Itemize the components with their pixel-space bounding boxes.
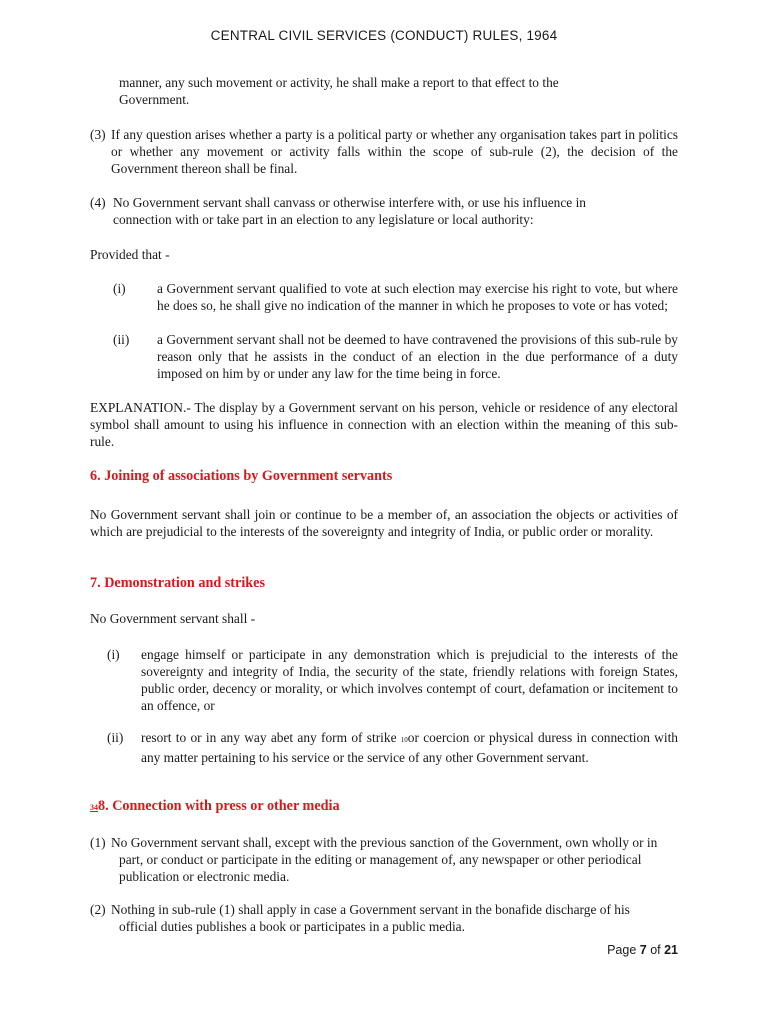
subrule-3-text: If any question arises whether a party is a political party or whether any organisation takes part in politics or whether any movement or activity falls within the scope of sub-rule (2), the decision of the Government thereon shall be final.: [111, 127, 678, 176]
rule-8-subrule-1-body: No Government servant shall, except with the previous sanction of the Government, own wholly or in part, or conduct or participate in the editing or management of, any newspaper or other periodical publication or electronic media.: [111, 835, 658, 884]
footnote-ref-10[interactable]: 10: [400, 736, 408, 744]
footnote-ref-34[interactable]: 34: [90, 803, 98, 812]
of-word: of: [646, 943, 665, 957]
rule-8-subrule-2-text: [111, 901, 663, 935]
rule-7-item-number: (i): [107, 647, 120, 662]
continuation-text: manner, any such movement or activity, he shall make a report to that effect to the Government.: [119, 75, 559, 107]
rule-7-item-2-text: [141, 729, 678, 766]
rule-8-subrule-number: (2): [90, 902, 106, 917]
rule-7-item-2-text-b: or coercion or physical duress in connection with any matter pertaining to his service or the service of any other Government servant.: [141, 730, 678, 765]
rule-7-item-2-text-a: resort to or in any way abet any form of strike: [141, 730, 401, 745]
page-header: CENTRAL CIVIL SERVICES (CONDUCT) RULES, 1964: [210, 28, 558, 43]
proviso-item-number: (i): [113, 281, 126, 296]
rule-8-heading-line: [90, 797, 340, 817]
current-page: 7: [639, 943, 647, 957]
subrule-3-number: (3): [90, 127, 106, 142]
subrule-4-number: (4): [90, 195, 106, 210]
proviso-item-text: a Government servant shall not be deemed to have contravened the provisions of this sub-rule by reason only that he assists in the conduct of an election in the due performance of a duty imposed on him by or under any law for the time being in force.: [157, 332, 678, 381]
rule-7-heading: 7. Demonstration and strikes: [90, 575, 265, 591]
total-pages: 21: [664, 943, 678, 957]
page-number: [607, 943, 678, 957]
proviso-item-number: (ii): [113, 332, 130, 347]
rule-7-intro: No Government servant shall -: [90, 611, 256, 626]
rule-6-text: No Government servant shall join or continue to be a member of, an association the objects or activities of which are prejudicial to the interests of the sovereignty and integrity of India, or public order or morality.: [90, 507, 678, 539]
page-word: Page: [607, 943, 640, 957]
explanation-text: EXPLANATION.- The display by a Government servant on his person, vehicle or residence of any electoral symbol shall amount to using his influence in connection with an election within the meaning of this sub-rule.: [90, 400, 678, 449]
rule-6-heading: 6. Joining of associations by Government servants: [90, 468, 393, 484]
subrule-4-text: No Government servant shall canvass or otherwise interfere with, or use his influence in connection with or take part in an election to any legislature or local authority:: [113, 195, 586, 227]
rule-7-item-text: engage himself or participate in any demonstration which is prejudicial to the interests of the sovereignty and integrity of India, the security of the state, friendly relations with foreign States, public order, decency or morality, or which involves contempt of court, defamation or incitement to an offence, or: [141, 647, 678, 713]
rule-7-item-number: (ii): [107, 730, 124, 745]
rule-8-heading: 8. Connection with press or other media: [98, 798, 340, 814]
rule-8-subrule-1-text: [111, 834, 677, 885]
proviso-intro: Provided that -: [90, 247, 170, 262]
rule-8-subrule-2-body: Nothing in sub-rule (1) shall apply in case a Government servant in the bonafide discharge of his official duties publishes a book or participates in a public media.: [111, 902, 630, 934]
rule-8-subrule-number: (1): [90, 835, 106, 850]
proviso-item-text: a Government servant qualified to vote at such election may exercise his right to vote, but where he does so, he shall give no indication of the manner in which he proposes to vote or has voted;: [157, 281, 678, 313]
